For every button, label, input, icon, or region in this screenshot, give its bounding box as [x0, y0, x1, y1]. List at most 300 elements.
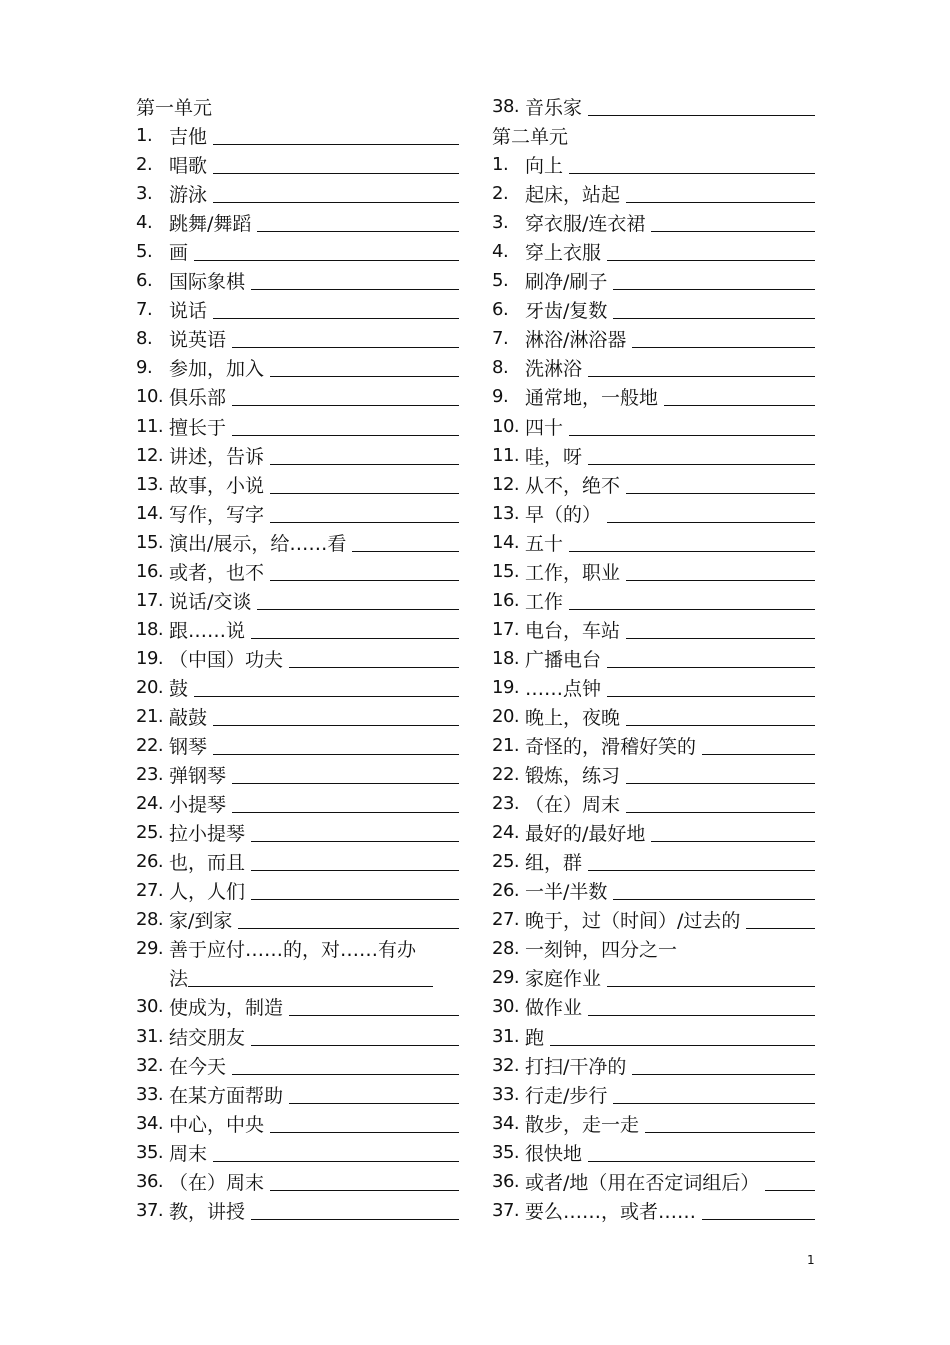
item-number: 29. — [136, 938, 164, 960]
vocab-item — [492, 789, 815, 818]
vocab-item-text: 淋浴/淋浴器 — [525, 329, 627, 352]
vocab-item — [492, 818, 815, 847]
item-number: 28. — [492, 938, 520, 960]
vocab-item — [136, 1138, 459, 1167]
vocab-item — [136, 528, 459, 557]
vocab-item — [136, 382, 459, 411]
left-column — [136, 92, 459, 1225]
vocab-item-text: 早（的） — [525, 503, 602, 526]
vocab-item — [492, 1051, 815, 1080]
item-number: 24. — [136, 793, 164, 815]
item-number: 19. — [136, 647, 164, 669]
item-number: 10. — [492, 415, 520, 437]
vocab-item — [136, 499, 459, 528]
vocab-item — [136, 295, 459, 324]
item-number: 23. — [492, 793, 520, 815]
item-number: 6. — [492, 299, 509, 321]
item-number: 4. — [492, 241, 509, 263]
answer-blank[interactable] — [352, 533, 459, 552]
item-number: 5. — [136, 241, 153, 263]
item-number: 28. — [136, 909, 164, 931]
item-number: 33. — [492, 1083, 520, 1105]
vocab-item — [492, 412, 815, 441]
item-number: 37. — [492, 1199, 520, 1221]
item-number: 10. — [136, 386, 164, 408]
unit-title: 第一单元 — [136, 97, 213, 120]
item-number: 3. — [136, 183, 153, 205]
vocab-item — [136, 905, 459, 934]
item-number: 24. — [492, 822, 520, 844]
item-number: 31. — [136, 1025, 164, 1047]
vocab-item-text: 家/到家 — [169, 910, 233, 933]
answer-blank[interactable] — [613, 300, 815, 319]
answer-blank[interactable] — [569, 533, 815, 552]
answer-blank[interactable] — [626, 184, 815, 203]
vocab-item-text: 打扫/干净的 — [525, 1055, 627, 1078]
answer-blank[interactable] — [626, 620, 815, 639]
vocab-item — [492, 557, 815, 586]
unit-title: 第二单元 — [492, 126, 569, 149]
answer-blank[interactable] — [588, 997, 815, 1016]
answer-blank[interactable] — [232, 387, 459, 406]
vocab-item-text: ……点钟 — [525, 677, 602, 700]
vocab-item-text: 跑 — [525, 1026, 545, 1049]
vocab-item-text: 故事，小说 — [169, 474, 265, 497]
answer-blank[interactable] — [232, 417, 459, 436]
vocab-item-text: 法 — [169, 968, 189, 991]
vocab-item — [492, 847, 815, 876]
vocab-item — [136, 992, 459, 1021]
answer-blank[interactable] — [569, 591, 815, 610]
vocab-item-text: 说英语 — [169, 329, 227, 352]
unit-heading — [136, 92, 459, 121]
item-number: 26. — [136, 851, 164, 873]
answer-blank[interactable] — [765, 1172, 815, 1191]
vocab-item — [136, 760, 459, 789]
item-number: 26. — [492, 880, 520, 902]
vocab-item — [492, 92, 815, 121]
vocab-item-text: 善于应付……的，对……有办 — [169, 939, 417, 962]
vocab-item-text: 哇，呀 — [525, 445, 583, 468]
answer-blank[interactable] — [270, 1172, 459, 1191]
vocab-item — [136, 557, 459, 586]
vocab-item — [492, 963, 815, 992]
vocab-item-text: 参加，加入 — [169, 358, 265, 381]
answer-blank[interactable] — [232, 765, 459, 784]
answer-blank[interactable] — [232, 1056, 459, 1075]
answer-blank[interactable] — [194, 678, 459, 697]
answer-blank[interactable] — [613, 881, 815, 900]
item-number: 36. — [492, 1170, 520, 1192]
answer-blank[interactable] — [613, 271, 815, 290]
answer-blank[interactable] — [626, 562, 815, 581]
answer-blank[interactable] — [626, 707, 815, 726]
vocab-item-text: 通常地，一般地 — [525, 387, 659, 410]
vocab-item — [136, 121, 459, 150]
item-number: 20. — [136, 676, 164, 698]
item-number: 21. — [136, 706, 164, 727]
vocab-item — [136, 237, 459, 266]
vocab-item-text: 教，讲授 — [169, 1200, 246, 1223]
answer-blank[interactable] — [607, 968, 815, 987]
answer-blank[interactable] — [257, 591, 459, 610]
answer-blank[interactable] — [251, 1201, 459, 1220]
vocab-item — [492, 150, 815, 179]
vocab-item — [136, 1022, 459, 1051]
vocab-item-text: 工作，职业 — [525, 561, 621, 584]
vocab-item-text: 起床，站起 — [525, 184, 621, 207]
item-number: 32. — [136, 1054, 164, 1076]
answer-blank[interactable] — [251, 620, 459, 639]
item-number: 11. — [136, 415, 164, 437]
answer-blank[interactable] — [607, 504, 815, 523]
vocab-item-text: 散步，走一走 — [525, 1113, 640, 1136]
answer-blank[interactable] — [251, 823, 459, 842]
vocab-item — [136, 818, 459, 847]
vocab-item-text: 音乐家 — [525, 97, 583, 120]
answer-blank[interactable] — [188, 968, 433, 987]
vocab-item-text: 人，人们 — [169, 881, 246, 904]
vocab-item-text: 跟……说 — [169, 619, 246, 642]
item-number: 37. — [136, 1199, 164, 1221]
vocab-item — [136, 470, 459, 499]
vocab-item — [492, 324, 815, 353]
vocab-item-text: 吉他 — [169, 126, 208, 149]
item-number: 1. — [492, 154, 509, 176]
vocab-item — [492, 441, 815, 470]
item-number: 4. — [136, 212, 153, 234]
vocab-item — [136, 789, 459, 818]
item-number: 5. — [492, 270, 509, 292]
item-number: 35. — [492, 1141, 520, 1163]
vocab-item-text: 刷净/刷子 — [525, 271, 608, 294]
item-number: 19. — [492, 676, 520, 698]
item-number: 12. — [136, 444, 164, 466]
vocab-item-text: 钢琴 — [169, 736, 208, 759]
vocab-item-text: （中国）功夫 — [169, 648, 284, 671]
answer-blank[interactable] — [626, 475, 815, 494]
item-number: 8. — [136, 328, 153, 350]
answer-blank[interactable] — [213, 184, 459, 203]
vocab-item — [492, 528, 815, 557]
vocab-item-text: 中心，中央 — [169, 1113, 265, 1136]
vocab-item-text: 工作 — [525, 590, 564, 613]
item-number: 22. — [492, 764, 520, 786]
vocab-item — [136, 208, 459, 237]
item-number: 32. — [492, 1054, 520, 1076]
answer-blank[interactable] — [213, 1143, 459, 1162]
vocab-item-text: 向上 — [525, 155, 564, 178]
vocab-item-text: 演出/展示，给……看 — [169, 532, 347, 555]
vocab-item — [492, 615, 815, 644]
vocab-item-text: 晚于，过（时间）/过去的 — [525, 910, 741, 933]
item-number: 30. — [136, 996, 164, 1018]
vocab-item-text: 讲述，告诉 — [169, 445, 265, 468]
vocab-item-continuation — [136, 963, 459, 992]
item-number: 34. — [492, 1112, 520, 1134]
vocab-item-text: 一半/半数 — [525, 881, 608, 904]
answer-blank[interactable] — [251, 1027, 459, 1046]
vocab-item — [136, 615, 459, 644]
answer-blank[interactable] — [251, 881, 459, 900]
vocab-item-text: 晚上，夜晚 — [525, 707, 621, 729]
vocab-item — [136, 876, 459, 905]
vocab-item — [136, 179, 459, 208]
answer-blank[interactable] — [607, 678, 815, 697]
vocab-item — [136, 673, 459, 702]
answer-blank[interactable] — [607, 649, 815, 668]
item-number: 15. — [492, 560, 520, 582]
vocab-item-text: 也，而且 — [169, 852, 246, 875]
item-number: 25. — [136, 822, 164, 844]
item-number: 9. — [136, 357, 153, 379]
item-number: 6. — [136, 270, 153, 292]
vocab-item — [136, 1080, 459, 1109]
vocab-item — [492, 208, 815, 237]
answer-blank[interactable] — [588, 1143, 815, 1162]
vocab-item-text: 要么……，或者…… — [525, 1200, 697, 1223]
vocab-item-text: 敲鼓 — [169, 707, 208, 729]
vocab-item-text: 使成为，制造 — [169, 997, 284, 1020]
vocab-item-text: 在某方面帮助 — [169, 1084, 284, 1107]
vocab-item — [492, 644, 815, 673]
item-number: 17. — [136, 589, 164, 611]
item-number: 25. — [492, 851, 520, 873]
answer-blank[interactable] — [213, 300, 459, 319]
answer-blank[interactable] — [632, 329, 815, 348]
vocab-item-text: 很快地 — [525, 1142, 583, 1165]
item-number: 34. — [136, 1112, 164, 1134]
vocab-item-text: 电台，车站 — [525, 619, 621, 642]
item-number: 21. — [492, 735, 520, 757]
vocab-item — [492, 179, 815, 208]
answer-blank[interactable] — [588, 446, 815, 465]
vocab-item — [136, 847, 459, 876]
answer-blank[interactable] — [251, 271, 459, 290]
answer-blank[interactable] — [251, 852, 459, 871]
vocab-item-text: 画 — [169, 242, 189, 265]
vocab-item — [136, 644, 459, 673]
answer-blank[interactable] — [626, 794, 815, 813]
vocab-item-text: 从不，绝不 — [525, 474, 621, 497]
vocab-item — [492, 934, 815, 963]
vocab-item — [492, 673, 815, 702]
item-number: 14. — [492, 531, 520, 553]
vocab-item — [136, 1109, 459, 1138]
item-number: 2. — [492, 183, 509, 205]
vocab-item — [492, 1022, 815, 1051]
answer-blank[interactable] — [613, 1085, 815, 1104]
answer-blank[interactable] — [588, 97, 815, 116]
answer-blank[interactable] — [651, 823, 815, 842]
item-number: 18. — [136, 618, 164, 640]
vocab-item-text: 牙齿/复数 — [525, 300, 608, 323]
item-number: 7. — [492, 328, 509, 350]
answer-blank[interactable] — [569, 155, 815, 174]
item-number: 30. — [492, 996, 520, 1018]
answer-blank[interactable] — [651, 213, 815, 232]
vocab-item — [136, 353, 459, 382]
vocab-item-text: 拉小提琴 — [169, 823, 246, 846]
answer-blank[interactable] — [270, 504, 459, 523]
vocab-item-text: 穿衣服/连衣裙 — [525, 213, 646, 236]
answer-blank[interactable] — [289, 649, 459, 668]
item-number: 16. — [136, 560, 164, 582]
answer-blank[interactable] — [213, 736, 459, 755]
answer-blank[interactable] — [645, 1114, 815, 1133]
vocab-item-text: 结交朋友 — [169, 1026, 246, 1049]
answer-blank[interactable] — [569, 417, 815, 436]
item-number: 36. — [136, 1170, 164, 1192]
vocab-item-text: 广播电台 — [525, 648, 602, 671]
item-number: 12. — [492, 473, 520, 495]
answer-blank[interactable] — [270, 446, 459, 465]
answer-blank[interactable] — [626, 765, 815, 784]
vocab-item — [492, 266, 815, 295]
vocab-item-text: 鼓 — [169, 677, 189, 700]
vocab-item — [136, 586, 459, 615]
answer-blank[interactable] — [702, 736, 815, 755]
answer-blank[interactable] — [289, 997, 459, 1016]
answer-blank[interactable] — [289, 1085, 459, 1104]
item-number: 7. — [136, 299, 153, 321]
item-number: 11. — [492, 444, 520, 466]
vocab-item-text: 游泳 — [169, 184, 208, 207]
answer-blank[interactable] — [232, 794, 459, 813]
vocab-item — [492, 731, 815, 760]
answer-blank[interactable] — [632, 1056, 815, 1075]
item-number: 8. — [492, 357, 509, 379]
vocab-item — [492, 1138, 815, 1167]
vocab-item-text: 穿上衣服 — [525, 242, 602, 265]
vocab-item — [492, 237, 815, 266]
vocab-item — [136, 731, 459, 760]
vocab-item-text: （在）周末 — [169, 1171, 265, 1194]
vocab-item-text: 五十 — [525, 532, 564, 555]
vocab-item — [492, 1196, 815, 1225]
item-number: 27. — [492, 909, 520, 931]
answer-blank[interactable] — [238, 910, 459, 929]
vocab-item-text: 行走/步行 — [525, 1084, 608, 1107]
answer-blank[interactable] — [270, 1114, 459, 1133]
item-number: 13. — [492, 502, 520, 524]
vocab-item — [136, 412, 459, 441]
vocab-item — [136, 1051, 459, 1080]
vocab-item-text: 四十 — [525, 416, 564, 439]
answer-blank[interactable] — [232, 329, 459, 348]
answer-blank[interactable] — [588, 358, 815, 377]
vocab-item — [136, 150, 459, 179]
answer-blank[interactable] — [270, 358, 459, 377]
vocab-item-text: 做作业 — [525, 997, 583, 1020]
item-number: 15. — [136, 531, 164, 553]
vocab-item-text: 组，群 — [525, 852, 583, 875]
vocab-item-text: 奇怪的，滑稽好笑的 — [525, 736, 697, 759]
vocab-item — [492, 1167, 815, 1196]
answer-blank[interactable] — [270, 562, 459, 581]
vocab-item — [136, 441, 459, 470]
item-number: 33. — [136, 1083, 164, 1105]
answer-blank[interactable] — [213, 707, 459, 726]
vocab-item — [136, 934, 459, 963]
vocab-item-text: 擅长于 — [169, 416, 227, 439]
vocab-item — [492, 586, 815, 615]
vocab-item-text: 一刻钟，四分之一 — [525, 939, 678, 962]
vocab-item-text: 小提琴 — [169, 794, 227, 817]
item-number: 38. — [492, 96, 520, 118]
item-number: 31. — [492, 1025, 520, 1047]
item-number: 14. — [136, 502, 164, 524]
vocab-item — [492, 295, 815, 324]
answer-blank[interactable] — [213, 155, 459, 174]
answer-blank[interactable] — [664, 387, 815, 406]
vocab-item — [136, 1196, 459, 1225]
item-number: 13. — [136, 473, 164, 495]
vocab-item-text: （在）周末 — [525, 794, 621, 817]
page-number: 1 — [807, 1253, 815, 1267]
answer-blank[interactable] — [213, 126, 459, 145]
vocab-item — [492, 905, 815, 934]
item-number: 20. — [492, 706, 520, 727]
vocab-item-text: 最好的/最好地 — [525, 823, 646, 846]
answer-blank[interactable] — [702, 1201, 815, 1220]
vocab-item-text: 唱歌 — [169, 155, 208, 178]
vocab-item — [136, 702, 459, 731]
vocab-item — [136, 266, 459, 295]
vocab-item — [492, 992, 815, 1021]
answer-blank[interactable] — [270, 475, 459, 494]
vocab-item-text: 锻炼，练习 — [525, 765, 621, 788]
vocab-item — [492, 353, 815, 382]
right-column — [492, 92, 815, 1225]
answer-blank[interactable] — [550, 1027, 815, 1046]
answer-blank[interactable] — [257, 213, 459, 232]
answer-blank[interactable] — [607, 242, 815, 261]
item-number: 18. — [492, 647, 520, 669]
vocab-item — [492, 876, 815, 905]
item-number: 17. — [492, 618, 520, 640]
vocab-item-text: 或者，也不 — [169, 561, 265, 584]
vocab-item-text: 家庭作业 — [525, 968, 602, 991]
answer-blank[interactable] — [194, 242, 459, 261]
vocab-item — [492, 702, 815, 731]
item-number: 16. — [492, 589, 520, 611]
vocab-item — [492, 1080, 815, 1109]
vocab-item-text: 说话 — [169, 300, 208, 323]
vocab-item-text: 弹钢琴 — [169, 765, 227, 788]
vocab-item — [492, 499, 815, 528]
unit-heading — [492, 121, 815, 150]
item-number: 3. — [492, 212, 509, 234]
item-number: 2. — [136, 154, 153, 176]
item-number: 35. — [136, 1141, 164, 1163]
item-number: 9. — [492, 386, 509, 408]
answer-blank[interactable] — [746, 910, 815, 929]
vocab-item-text: 写作，写字 — [169, 503, 265, 526]
vocab-item — [492, 1109, 815, 1138]
vocab-item — [136, 324, 459, 353]
vocab-item — [492, 760, 815, 789]
item-number: 23. — [136, 764, 164, 786]
vocab-item — [492, 470, 815, 499]
item-number: 1. — [136, 125, 153, 147]
answer-blank[interactable] — [588, 852, 815, 871]
vocab-item-text: 跳舞/舞蹈 — [169, 213, 252, 236]
vocab-item-text: 国际象棋 — [169, 271, 246, 294]
vocab-item-text: 说话/交谈 — [169, 590, 252, 613]
vocab-item-text: 俱乐部 — [169, 387, 227, 410]
vocab-item-text: 洗淋浴 — [525, 358, 583, 381]
